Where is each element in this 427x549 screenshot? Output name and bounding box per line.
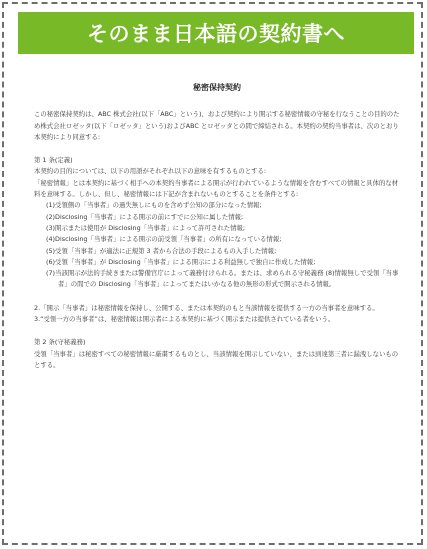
list-item: (6)受領「当事者」が Disclosing「当事者」による開示による利益無しで独自に作成した情報;: [46, 257, 316, 266]
article2-body: 受領「当事者」は秘密すべての秘密情報に厳粛するものとし、当該情報を開示していない、または到達第三者に漏洩しないものとする。: [34, 349, 399, 369]
contract-document: [34, 76, 400, 371]
list-item: (3)開示または使用が Disclosing「当事者」によって許可された情報;: [46, 223, 246, 232]
article1-heading: 第 1 条(定義): [34, 156, 73, 165]
paragraph-3: 3.“受領一方の当事者”は、秘密情報は開示者による本契約に基づく開示または提供されている者をいう。: [34, 315, 335, 324]
document-frame: [2, 2, 423, 545]
article1-lead: 本契約の目的については、以下の用語がそれぞれ以下の意味を有するものとする:: [34, 167, 267, 176]
list-item: (5)受領「当事者」が適法に正規第 3 者から合法の手段によるもの入手した情報;: [46, 246, 277, 255]
list-item: (1)受領側の「当事者」の過失無しにものを含めず公知の部分になった情報;: [46, 201, 262, 210]
article1-body: 「秘密情報」とは本契約に基づく相手への本契約当事者による開示が行われているような情報を含むすべての情報と具体的な材料を意味する。しかし、但し、秘密情報には下記が含まれないものとすることを条件とする:: [34, 178, 399, 199]
title-banner: [18, 12, 414, 54]
list-item: (7)当該開示が法的手続きまたは警備官庁によって義務付けられる。または、求められる守秘義務 (8)情報無しで受領「当事者」の間での Disclosing「当事者」によってまたはいかなる他の無形の形式で開示される情報。: [46, 269, 399, 289]
article2-heading: 第 2 条(守秘義務): [34, 338, 86, 347]
document-title: 秘密保持契約: [193, 83, 241, 92]
list-item: (4)Disclosing「当事者」による開示の前受領「当事者」の所有になっている情報;: [46, 235, 282, 244]
intro-paragraph: この秘密保持契約は、ABC 株式会社(以下「ABC」という)、および契約により開示する秘密情報の守秘を行なうことの目的のため株式会社ロゼッタ(以下「ロゼッタ」という)およびABC とロゼッタとの間で締結される。本契約の契約当事者は、次のとおり本契約により同意する:: [34, 110, 400, 141]
banner-title: そのまま日本語の契約書へ: [87, 22, 345, 46]
list-item: (2)Disclosing「当事者」による開示の前にすでに公知に属した情報;: [46, 212, 244, 221]
paragraph-2: 2.「開示「当事者」は秘密情報を保持し、公開する、または本契約のもと当該情報を提供する一方の当事者を意味する。: [34, 303, 379, 312]
exclusion-list: [34, 200, 400, 290]
